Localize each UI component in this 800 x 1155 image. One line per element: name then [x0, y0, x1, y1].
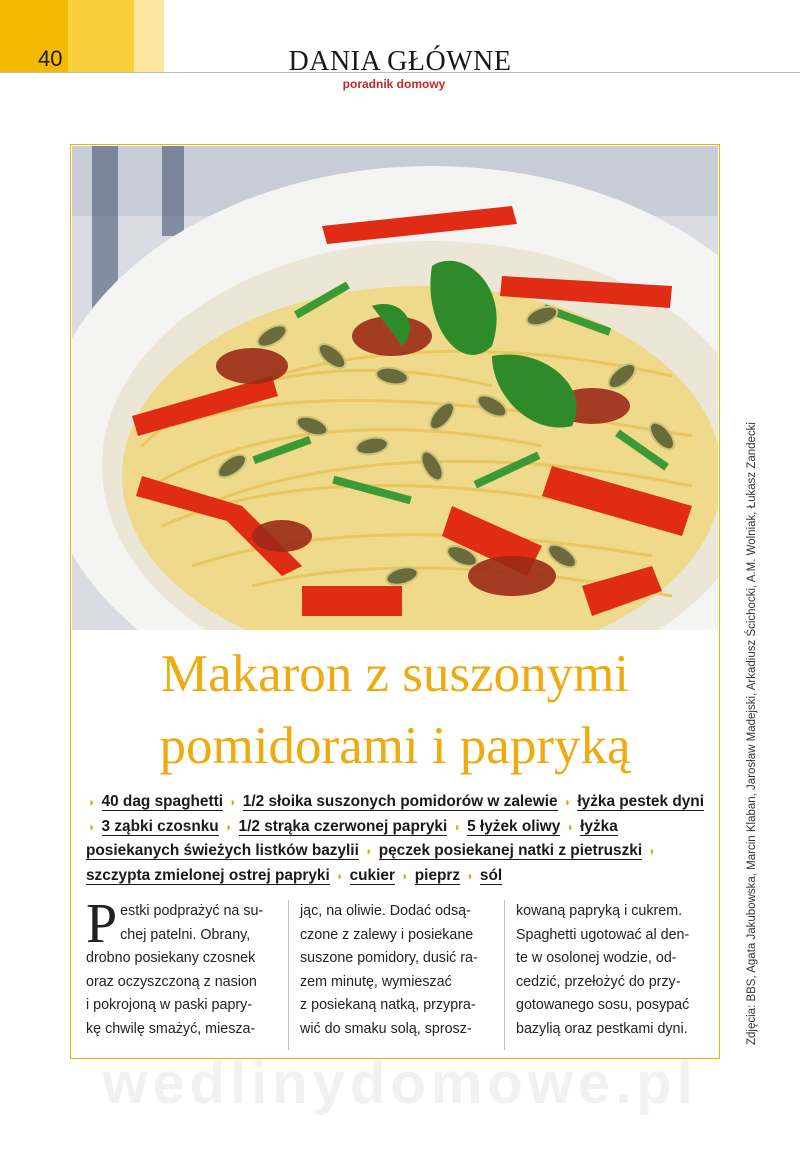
- ingredient-item: 3 ząbki czosnku: [101, 817, 219, 835]
- ingredient-item: 40 dag spaghetti: [101, 793, 223, 810]
- instructions-column-2: [300, 900, 490, 1042]
- ingredient-item: pieprz: [414, 866, 461, 884]
- drop-cap: P: [86, 893, 118, 955]
- bullet-icon: ◗: [466, 868, 474, 883]
- instructions-column-3: [516, 900, 710, 1042]
- bullet-icon: ◗: [453, 819, 461, 834]
- bullet-icon: ◗: [88, 819, 96, 834]
- bullet-icon: ◗: [401, 868, 409, 883]
- dish-photo: [72, 146, 718, 630]
- instructions-column-1: [86, 893, 276, 1042]
- ingredient-item: łyżka pestek dyni: [577, 793, 704, 810]
- instructions-text-1: estki podprażyć na su- chej patelni. Obrany, drobno posiekany czosnek oraz oczyszczoną z nasion i pokrojoną w paski papry- kę chwilę smażyć, miesza-: [86, 903, 264, 1037]
- section-subtitle: poradnik domowy: [342, 77, 446, 91]
- section-title: DANIA GŁÓWNE: [288, 46, 512, 77]
- bullet-icon: ◗: [563, 795, 572, 809]
- page-number: 40: [38, 46, 63, 71]
- bullet-icon: ◗: [336, 868, 344, 883]
- ingredient-item: 1/2 słoika suszonych pomidorów w zalewie: [242, 793, 558, 810]
- ingredient-item: cukier: [349, 866, 395, 884]
- ingredient-item: pęczek posiekanej natki z pietruszki: [378, 842, 643, 859]
- ingredient-item: 5 łyżek oliwy: [467, 817, 561, 835]
- recipe-title-line-1: Makaron z suszonymi: [160, 645, 630, 703]
- instructions: [86, 893, 710, 1050]
- bullet-icon: ◗: [648, 844, 656, 858]
- instructions-text-2: jąc, na oliwie. Dodać odsą- czone z zalewy i posiekane suszone pomidory, dusić ra- zem minutę, wymieszać z posiekaną natką, przypra- wić do smaku solą, sprosz-: [300, 903, 478, 1037]
- column-divider: [288, 900, 289, 1050]
- bullet-icon: ◗: [365, 844, 373, 858]
- instructions-text-3: kowaną papryką i cukrem. Spaghetti ugotować al den- te w osolonej wodzie, od- cedzić, przełożyć do przy- gotowanego sosu, posypać bazylią oraz pestkami dyni.: [516, 903, 690, 1037]
- photo-credit-text: Zdjęcia: BBS, Agata Jakubowska, Marcin Klaban, Jarosław Madejski, Arkadiusz Ścichocki, A.M. Wolniak, Łukasz Zandecki: [746, 422, 758, 1045]
- ingredient-item: sól: [479, 866, 503, 884]
- ingredient-item: szczypta zmielonej ostrej papryki: [86, 866, 330, 884]
- ingredient-item: łyżka posiekanych świeżych listków bazylii: [86, 817, 618, 859]
- bullet-icon: ◗: [88, 795, 96, 809]
- ingredient-item: 1/2 strąka czerwonej papryki: [238, 817, 448, 835]
- column-divider: [504, 900, 505, 1050]
- watermark: wedlinydomowe.pl: [102, 1051, 698, 1116]
- bullet-icon: ◗: [229, 795, 237, 809]
- bullet-icon: ◗: [566, 819, 574, 834]
- bullet-icon: ◗: [225, 819, 233, 834]
- ingredients-list: [86, 790, 708, 888]
- recipe-title-line-2: pomidorami i papryką: [159, 717, 631, 775]
